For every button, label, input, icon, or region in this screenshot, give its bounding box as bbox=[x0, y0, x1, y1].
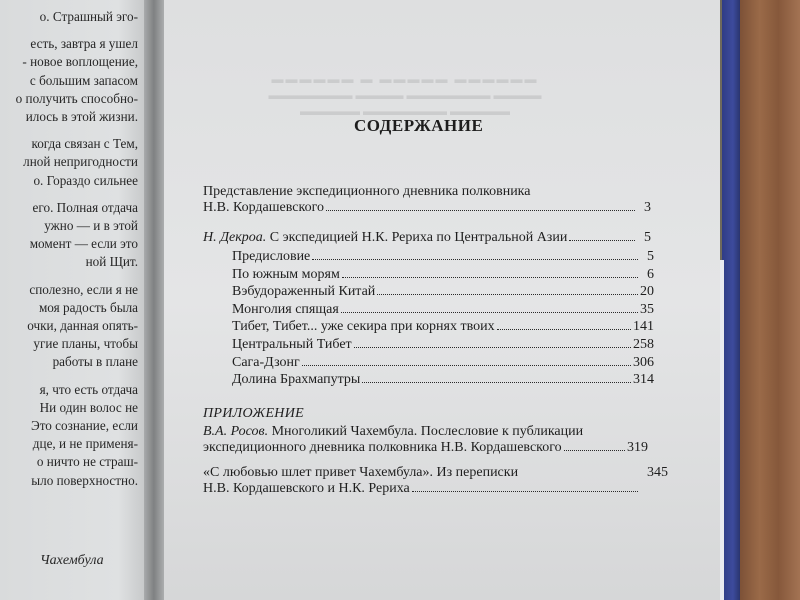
left-page-line: илось в этой жизни. bbox=[25, 109, 138, 125]
left-page-line: ной Щит. bbox=[85, 254, 138, 270]
left-page-line: о ничто не страш- bbox=[36, 454, 138, 470]
toc-subentry-title: Сага-Дзонг bbox=[232, 354, 300, 370]
left-page-line: момент — если это bbox=[29, 236, 138, 252]
dot-leader bbox=[326, 210, 635, 211]
left-page-line: его. Полная отдача bbox=[32, 199, 138, 215]
toc-subentry-title: Монголия спящая bbox=[232, 301, 339, 317]
dot-leader bbox=[497, 329, 631, 330]
toc-entry-title-line: «С любовью шлет привет Чахембула». Из переписки bbox=[203, 465, 519, 480]
book-cover-edge bbox=[722, 0, 740, 600]
toc-entry-title-line: экспедиционного дневника полковника Н.В. Кордашевского bbox=[203, 440, 562, 455]
paragraph-gap bbox=[0, 372, 138, 381]
dot-leader bbox=[412, 491, 638, 492]
book-gutter bbox=[144, 0, 166, 600]
left-page-line: лной непригодности bbox=[23, 154, 138, 170]
appendix-heading: ПРИЛОЖЕНИЕ bbox=[203, 406, 304, 421]
left-page-line: ужно — и в этой bbox=[44, 218, 138, 234]
left-page-line: о. Гораздо сильнее bbox=[33, 172, 138, 188]
toc-subentries bbox=[232, 249, 654, 390]
toc-entry-author: Н. Декроа. bbox=[203, 230, 267, 245]
toc-subentry-title: Центральный Тибет bbox=[232, 336, 352, 352]
toc-subentry bbox=[232, 249, 654, 267]
left-page-line: - новое воплощение, bbox=[22, 54, 138, 70]
toc-page-number: 20 bbox=[640, 284, 654, 300]
dot-leader bbox=[569, 240, 635, 241]
toc-page-number: 306 bbox=[633, 354, 654, 370]
toc-subentry-title: Долина Брахмапутры bbox=[232, 372, 361, 388]
toc-subentry bbox=[232, 284, 654, 302]
toc-entry-dekroa bbox=[203, 230, 651, 246]
show-through-text: ▬▬▬▬▬▬ ▬ ▬▬▬▬▬ ▬▬▬▬▬▬ ▬▬▬▬▬▬▬ ▬▬▬▬ ▬▬▬▬▬▬▬ ▬▬▬▬ ▬▬▬▬▬ ▬▬▬▬▬▬▬ ▬▬▬▬▬ bbox=[268, 72, 542, 118]
toc-page-number: 314 bbox=[633, 372, 654, 388]
left-page-running-footer: Чахембула bbox=[40, 553, 104, 568]
paragraph-gap bbox=[0, 190, 138, 199]
toc-subentry bbox=[232, 337, 654, 355]
left-page-line: угие планы, чтобы bbox=[33, 336, 138, 352]
left-page-line: есть, завтра я ушел bbox=[30, 36, 138, 52]
left-page-line: о получить способно- bbox=[15, 90, 138, 106]
paragraph-gap bbox=[0, 272, 138, 281]
left-page-line: о. Страшный эго- bbox=[39, 9, 138, 24]
dot-leader bbox=[354, 347, 631, 348]
left-page-line: очки, данная опять- bbox=[27, 318, 138, 334]
toc-subentry-title: Вэбудораженный Китай bbox=[232, 284, 376, 300]
toc-subentry bbox=[232, 319, 654, 337]
toc-subentry bbox=[232, 302, 654, 320]
toc-heading: СОДЕРЖАНИЕ bbox=[354, 116, 484, 135]
left-page-line: дце, и не применя- bbox=[32, 436, 138, 452]
left-page-line: я, что есть отдача bbox=[39, 381, 138, 397]
left-page-line: Это сознание, если bbox=[31, 418, 138, 434]
paragraph-gap bbox=[0, 26, 138, 35]
toc-subentry bbox=[232, 372, 654, 390]
toc-page-number: 3 bbox=[644, 200, 651, 215]
left-page-line: ыло поверхностно. bbox=[31, 472, 138, 488]
toc-page-number: 345 bbox=[647, 465, 668, 480]
toc-entry-title: С экспедицией Н.К. Рериха по Центральной Азии bbox=[269, 230, 568, 245]
dot-leader bbox=[342, 277, 638, 278]
paragraph-gap bbox=[0, 126, 138, 135]
left-page-line: с большим запасом bbox=[29, 72, 138, 88]
toc-page-number: 319 bbox=[627, 440, 648, 455]
dot-leader bbox=[362, 382, 631, 383]
wooden-table-surface bbox=[738, 0, 800, 600]
toc-subentry-title: Тибет, Тибет... уже секира при корнях твоих bbox=[232, 319, 495, 335]
dot-leader bbox=[312, 259, 638, 260]
toc-page-number: 5 bbox=[644, 230, 651, 245]
left-page-text bbox=[0, 8, 138, 490]
toc-subentry-title: По южным морям bbox=[232, 266, 340, 282]
toc-entry-letters bbox=[203, 465, 668, 497]
toc-subentry-title: Предисловие bbox=[232, 249, 311, 264]
dot-leader bbox=[302, 365, 631, 366]
toc-entry-title-line: Н.В. Кордашевского и Н.К. Рериха bbox=[203, 481, 410, 496]
toc-page-number: 35 bbox=[640, 301, 654, 317]
toc-page-number: 5 bbox=[647, 249, 654, 264]
left-page bbox=[0, 0, 148, 600]
toc-entry-title-line: Многоликий Чахембула. Послесловие к публикации bbox=[271, 424, 584, 439]
left-page-line: моя радость была bbox=[38, 299, 138, 315]
dot-leader bbox=[341, 312, 638, 313]
toc-entry-title-line: Н.В. Кордашевского bbox=[203, 200, 324, 215]
toc-page-number: 141 bbox=[633, 319, 654, 335]
toc-entry-rosov bbox=[203, 424, 648, 456]
toc-entry-intro bbox=[203, 184, 651, 216]
toc-subentry bbox=[232, 355, 654, 373]
toc-entry-title-line: Представление экспедиционного дневника полковника bbox=[203, 184, 531, 199]
left-page-line: Ни один волос не bbox=[39, 399, 138, 415]
left-page-line: работы в плане bbox=[52, 354, 138, 370]
toc-page-number: 258 bbox=[633, 336, 654, 352]
toc-entry-author: В.А. Росов. bbox=[203, 424, 269, 439]
dot-leader bbox=[377, 294, 638, 295]
left-page-line: когда связан с Тем, bbox=[31, 136, 138, 152]
toc-page-number: 6 bbox=[647, 266, 654, 282]
toc-subentry bbox=[232, 267, 654, 285]
left-page-line: сполезно, если я не bbox=[29, 281, 138, 297]
dot-leader bbox=[564, 450, 625, 451]
